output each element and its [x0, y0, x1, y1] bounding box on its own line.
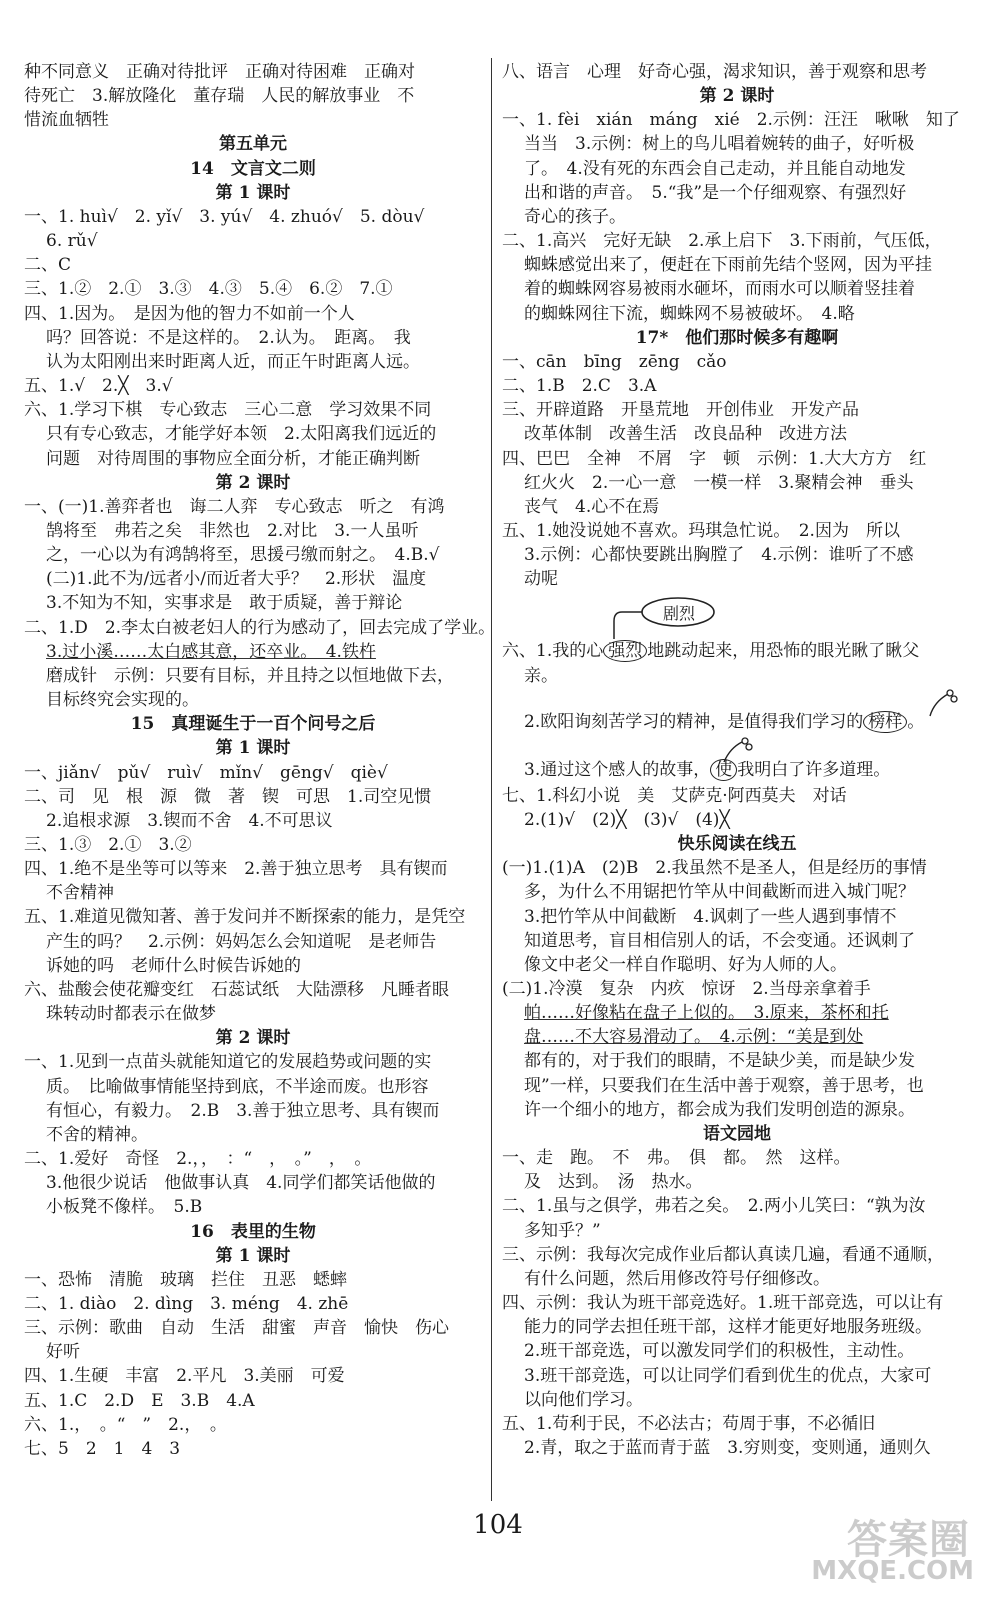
answer-line — [24, 60, 482, 84]
line-text: 丧气 4.心不在焉 — [524, 496, 660, 517]
answer-line — [502, 350, 972, 374]
answer-line — [24, 978, 482, 1002]
answer-line — [24, 1050, 482, 1074]
line-text: 奇心的孩子。 — [524, 206, 626, 227]
answer-line — [24, 930, 482, 954]
left-column — [24, 60, 496, 1461]
answer-line — [24, 543, 482, 567]
circled-word: 强烈 — [603, 640, 647, 662]
line-text: 的蜘蛛网往下流，蜘蛛网不易被破坏。 4.略 — [524, 303, 855, 324]
line-text: 二、司 见 根 源 微 著 锲 可思 1.司空见惯 — [24, 786, 432, 807]
line-text: 出和谐的声音。 5.“我”是一个仔细观察、有强烈好 — [524, 182, 907, 203]
answer-line — [24, 954, 482, 978]
line-text: 蜘蛛感觉出来了，便赶在下雨前先结个竖网，因为平挂 — [524, 255, 932, 276]
line-text: 有恒心，有毅力。 2.B 3.善于独立思考、具有锲而 — [46, 1100, 440, 1121]
answer-line — [502, 543, 972, 567]
answer-line — [502, 132, 972, 156]
answer-line — [502, 1436, 972, 1460]
section-heading — [24, 712, 482, 736]
answer-line — [24, 1147, 482, 1171]
line-text: 能力的同学去担任班干部，这样才能更好地服务班级。 — [524, 1317, 932, 1338]
answer-line — [24, 567, 482, 591]
correction-line — [614, 612, 642, 639]
line-text: 一、cān bīng zēng cǎo — [502, 351, 727, 372]
line-text: 3.不知为不知，实事求是 敢于质疑，善于辩论 — [46, 593, 403, 614]
page-number: 104 — [473, 1510, 523, 1540]
answer-line — [24, 205, 482, 229]
answer-line — [24, 108, 482, 132]
section-heading — [24, 1026, 482, 1050]
line-text: 目标终究会实现的。 — [46, 690, 199, 711]
answer-line — [502, 398, 972, 422]
answer-line: 3.通过这个感人的故事， 使 我明白了许多道理。 — [524, 759, 891, 780]
line-text: 2.追根求源 3.锲而不舍 4.不可思议 — [46, 810, 333, 831]
line-text: 第 2 课时 — [215, 472, 291, 493]
answer-line — [502, 977, 972, 1001]
answer-line — [24, 1413, 482, 1437]
line-text: 知道思考，盲目相信别人的话，不会变通。还讽刺了 — [524, 930, 915, 951]
line-text: 质。 比喻做事情能坚持到底，不半途而废。也形容 — [46, 1076, 429, 1097]
line-text: 五、1.难道见微知著、善于发问并不断探索的能力，是凭空 — [24, 907, 466, 928]
line-text: 第 1 课时 — [215, 738, 291, 759]
line-text: 3.班干部竞选，可以让同学们看到优生的优点，大家可 — [524, 1365, 932, 1386]
answer-line — [24, 495, 482, 519]
right-column-part-a — [502, 60, 972, 591]
line-text: 一、jiǎn√ pǔ√ ruì√ mǐn√ gēng√ qiè√ — [24, 762, 388, 783]
line-text: 四、1.因为。 是因为他的智力不如前一个人 — [24, 303, 355, 324]
line-text: 种不同意义 正确对待批评 正确对待困难 正确对 — [24, 62, 415, 82]
answer-line — [502, 253, 972, 277]
line-text: 六、1.， 。“ ” 2.， 。 — [24, 1414, 227, 1435]
answer-line — [502, 1049, 972, 1073]
line-text: 四、示例：我认为班干部竞选好。1.班干部竞选，可以让有 — [502, 1293, 944, 1314]
line-text: 2.(1)√ (2)╳ (3)√ (4)╳ — [524, 809, 730, 830]
answer-line — [24, 1171, 482, 1195]
answer-line — [502, 1339, 972, 1363]
line-text: 不舍的精神。 — [46, 1124, 148, 1145]
line-text: 二、1.虽与之俱学，弗若之矣。 2.两小儿笑曰：“孰为汝 — [502, 1196, 926, 1217]
line-text: 产生的吗？ 2.示例：妈妈怎么会知道呢 是老师告 — [46, 931, 437, 952]
answer-line — [502, 495, 972, 519]
line-text: 七、5 2 1 4 3 — [24, 1438, 181, 1459]
answer-line — [502, 422, 972, 446]
line-text: 三、1.② 2.① 3.③ 4.③ 5.④ 6.② 7.① — [24, 279, 393, 300]
answer-line: 亲。 — [524, 665, 558, 686]
line-text: 四、1.生硬 丰富 2.平凡 3.美丽 可爱 — [24, 1366, 345, 1387]
watermark-logo — [804, 1508, 982, 1592]
answer-line — [502, 157, 972, 181]
answer-line — [24, 1075, 482, 1099]
answer-line — [24, 229, 482, 253]
line-text: 帕……好像粘在盘子上似的。 3.原来，茶杯和托 — [524, 1003, 889, 1024]
line-text: 第五单元 — [219, 134, 287, 155]
answer-line — [502, 1146, 972, 1170]
line-text: 八、语言 心理 好奇心强，渴求知识，善于观察和思考 — [502, 62, 927, 82]
line-text: 2.班干部竞选，可以激发同学们的积极性，主动性。 — [524, 1341, 915, 1362]
answer-line — [502, 1291, 972, 1315]
answer-line — [24, 519, 482, 543]
line-text: 红火火 2.一心一意 一模一样 3.聚精会神 垂头 — [524, 472, 914, 493]
answer-line — [24, 422, 482, 446]
line-text: 二、1. diào 2. dìng 3. méng 4. zhē — [24, 1293, 349, 1314]
answer-line — [502, 519, 972, 543]
answer-line — [24, 398, 482, 422]
answer-line: 六、1.我的心 强烈 地跳动起来，用恐怖的眼光瞅了瞅父 — [502, 641, 920, 662]
line-text: 七、1.科幻小说 美 艾萨克·阿西莫夫 对话 — [502, 785, 847, 806]
line-text: 3.示例：心都快要跳出胸膛了 4.示例：谁听了不感 — [524, 545, 914, 566]
line-text: 鹄将至 弗若之矣 非然也 2.对比 3.一人虽听 — [46, 520, 419, 541]
line-text: 二、1.高兴 完好无缺 2.承上启下 3.下雨前，气压低， — [502, 231, 942, 252]
line-text: 以向他们学习。 — [524, 1389, 643, 1410]
answer-line — [502, 447, 972, 471]
line-text: 之，一心以为有鸿鹄将至，思援弓缴而射之。 4.B.√ — [46, 545, 440, 566]
right-column-part-b — [502, 784, 972, 1460]
line-text: 都有的，对于我们的眼睛，不是缺少美，而是缺少发 — [524, 1051, 915, 1072]
line-text: 多，为什么不用锯把竹竿从中间截断而进入城门呢？ — [524, 882, 915, 903]
line-text: 不舍精神 — [46, 883, 114, 904]
line-text: 一、(一)1.善弈者也 诲二人弈 专心致志 听之 有鸿 — [24, 496, 445, 517]
answer-line — [24, 664, 482, 688]
answer-line — [24, 350, 482, 374]
section-heading — [502, 832, 972, 856]
section-heading — [502, 84, 972, 108]
line-text: 许一个细小的地方，都会成为我们发明创造的源泉。 — [524, 1099, 915, 1120]
answer-line — [24, 1364, 482, 1388]
answer-line — [502, 567, 972, 591]
line-text: 一、1.见到一点苗头就能知道它的发展趋势或问题的实 — [24, 1052, 432, 1073]
line-text: 快乐阅读在线五 — [677, 834, 797, 855]
section-heading — [24, 157, 482, 181]
answer-line — [24, 374, 482, 398]
answer-line — [24, 1389, 482, 1413]
answer-line — [502, 880, 972, 904]
line-text: 认为太阳刚出来时距离人近，而正午时距离人远。 — [46, 351, 420, 372]
answer-line — [24, 640, 482, 664]
line-text: 四、巴巴 全神 不屑 字 顿 示例：1.大大方方 红 — [502, 448, 927, 469]
line-text: 第 1 课时 — [215, 1245, 291, 1266]
line-text: 3.过小溪……太白感其意，还卒业。 4.铁杵 — [46, 641, 376, 662]
line-text: 六、1.学习下棋 专心致志 三心二意 学习效果不同 — [24, 400, 432, 421]
section-heading — [24, 132, 482, 156]
answer-line — [502, 1315, 972, 1339]
line-text: 小板凳不像样。 5.B — [46, 1197, 203, 1218]
section-heading — [24, 181, 482, 205]
section-heading — [24, 471, 482, 495]
watermark-url: MXQE.COM — [811, 1556, 974, 1586]
line-text: 15 真理诞生于一百个问号之后 — [130, 714, 376, 735]
answer-line — [502, 1025, 972, 1049]
correction-row — [502, 688, 972, 738]
correction-note: 剧烈 — [663, 604, 696, 624]
line-text: 语文园地 — [703, 1123, 771, 1144]
answer-line — [502, 1267, 972, 1291]
line-text: 3.把竹竿从中间截断 4.讽刺了一些人遇到事情不 — [524, 906, 897, 927]
correction-row — [502, 738, 972, 784]
line-text: 五、1.C 2.D E 3.B 4.A — [24, 1390, 255, 1411]
answer-line — [24, 1195, 482, 1219]
line-text: 像文中老父一样自作聪明、好为人师的人。 — [524, 954, 847, 975]
answer-line — [24, 302, 482, 326]
line-text: 一、1. fèi xián máng xié 2.示例：汪汪 啾啾 知了 — [502, 110, 960, 131]
answer-line — [24, 785, 482, 809]
answer-line — [502, 1001, 972, 1025]
answer-line — [24, 1123, 482, 1147]
line-text: 三、1.③ 2.① 3.② — [24, 835, 192, 855]
answer-line — [502, 808, 972, 832]
answer-line — [24, 84, 482, 108]
answer-line — [24, 1099, 482, 1123]
line-text: 了。 4.没有死的东西会自己走动，并且能自动地发 — [524, 158, 906, 179]
line-text: (二)1.冷漠 复杂 内疚 惊讶 2.当母亲拿着手 — [502, 979, 871, 999]
answer-line — [24, 833, 482, 857]
line-text: 五、1.她没说她不喜欢。玛琪急忙说。 2.因为 所以 — [502, 520, 900, 541]
line-text: 六、盐酸会使花瓣变红 石蕊试纸 大陆漂移 凡睡者眼 — [24, 979, 449, 1000]
answer-line — [502, 181, 972, 205]
answer-line — [502, 205, 972, 229]
answer-line — [502, 1388, 972, 1412]
answer-line — [502, 1194, 972, 1218]
answer-line — [24, 857, 482, 881]
section-heading — [502, 1122, 972, 1146]
answer-line — [24, 326, 482, 350]
line-text: 着的蜘蛛网容易被雨水砸坏，而雨水可以顺着竖挂着 — [524, 279, 915, 300]
section-heading — [24, 736, 482, 760]
section-heading — [24, 1244, 482, 1268]
line-text: 二、1.爱好 奇怪 2.，， ：“ ， 。” ， 。 — [24, 1149, 372, 1170]
answer-line — [502, 302, 972, 326]
line-text: 当当 3.示例：树上的鸟儿唱着婉转的曲子，好听极 — [524, 134, 915, 155]
line-text: 第 2 课时 — [699, 86, 775, 107]
line-text: 第 2 课时 — [215, 1028, 291, 1049]
line-text: 多知乎？” — [524, 1220, 601, 1241]
line-text: 动呢 — [524, 569, 558, 590]
line-text: 三、开辟道路 开垦荒地 开创伟业 开发产品 — [502, 400, 859, 421]
answer-line — [502, 1074, 972, 1098]
line-text: 诉她的吗 老师什么时候告诉她的 — [46, 955, 301, 976]
line-text: 16 表里的生物 — [190, 1221, 316, 1242]
answer-line — [24, 905, 482, 929]
answer-line — [502, 229, 972, 253]
line-text: 五、1.√ 2.╳ 3.√ — [24, 376, 173, 397]
answer-line — [502, 905, 972, 929]
line-text: 只有专心致志，才能学好本领 2.太阳离我们远近的 — [46, 424, 437, 445]
answer-line — [502, 277, 972, 301]
right-column — [502, 60, 972, 1460]
line-text: 磨成针 示例：只要有目标，并且持之以恒地做下去， — [46, 665, 454, 686]
answer-line — [24, 1292, 482, 1316]
watermark-text: 答案圈 — [847, 1517, 970, 1563]
line-text: 待死亡 3.解放隆化 董存瑞 人民的解放事业 不 — [24, 86, 415, 107]
answer-line — [502, 60, 972, 84]
answer-line — [24, 809, 482, 833]
line-text: 改革体制 改善生活 改良品种 改进方法 — [524, 424, 847, 445]
line-text: 有什么问题，然后用修改符号仔细修改。 — [524, 1268, 830, 1289]
line-text: 现”一样，只要我们在生活中善于观察，善于思考，也 — [524, 1075, 924, 1096]
answer-line — [24, 616, 496, 640]
line-text: 五、1.苟利于民，不必法古；苟周于事，不必循旧 — [502, 1413, 876, 1434]
answer-line — [502, 108, 972, 132]
line-text: 三、示例：我每次完成作业后都认真读几遍，看通不通顺， — [502, 1244, 944, 1265]
answer-line — [24, 591, 482, 615]
answer-line — [502, 1412, 972, 1436]
answer-line — [24, 1340, 482, 1364]
circled-word: 使 — [710, 759, 737, 781]
answer-line — [502, 953, 972, 977]
answer-line — [24, 761, 482, 785]
correction-note-area — [502, 591, 972, 639]
answer-line — [24, 447, 482, 471]
answer-line — [502, 856, 972, 880]
column-divider — [491, 58, 492, 1501]
line-text: 第 1 课时 — [215, 182, 291, 203]
line-text: (一)1.(1)A (2)B 2.我虽然不是圣人，但是经历的事情 — [502, 858, 927, 879]
answer-line — [502, 1243, 972, 1267]
answer-line — [24, 1002, 482, 1026]
line-text: 及 达到。 汤 热水。 — [524, 1172, 703, 1193]
line-text: 惜流血牺牲 — [24, 110, 109, 131]
section-heading — [24, 1220, 482, 1244]
answer-line — [502, 471, 972, 495]
line-text: 17* 他们那时候多有趣啊 — [635, 327, 839, 348]
line-text: 珠转动时都表示在做梦 — [46, 1004, 216, 1025]
answer-line — [502, 929, 972, 953]
section-heading — [502, 326, 972, 350]
line-text: 一、恐怖 清脆 玻璃 拦住 丑恶 蟋蟀 — [24, 1269, 347, 1290]
answer-line — [24, 881, 482, 905]
line-text: 3.他很少说话 他做事认真 4.同学们都笑话他做的 — [46, 1173, 436, 1194]
line-text: 二、1.B 2.C 3.A — [502, 376, 657, 397]
answer-line — [502, 1219, 972, 1243]
insertion-mark — [920, 688, 980, 718]
answer-line — [502, 1098, 972, 1122]
answer-line — [24, 688, 482, 712]
answer-line — [24, 1268, 482, 1292]
line-text: 好听 — [46, 1342, 80, 1363]
line-text: 问题 对待周围的事物应全面分析，才能正确判断 — [46, 448, 420, 469]
answer-line — [502, 1364, 972, 1388]
line-text: 一、1. huì√ 2. yǐ√ 3. yú√ 4. zhuó√ 5. dòu√ — [24, 206, 425, 227]
line-text: 三、示例：歌曲 自动 生活 甜蜜 声音 愉快 伤心 — [24, 1318, 449, 1339]
answer-line — [24, 1437, 482, 1461]
answer-line — [502, 784, 972, 808]
line-text: 14 文言文二则 — [190, 158, 316, 179]
line-text: 盘……不大容易滑动了。 4.示例：“美是到处 — [524, 1027, 864, 1048]
answer-line — [24, 1316, 482, 1340]
line-text: (二)1.此不为/远者小/而近者大乎？ 2.形状 温度 — [46, 569, 427, 590]
circled-word: 榜样 — [863, 711, 907, 733]
answer-line: 2.欧阳询刻苦学习的精神，是值得我们学习的 榜样 。 — [524, 711, 925, 732]
line-text: 6. rǔ√ — [46, 231, 98, 252]
line-text: 二、C — [24, 255, 72, 276]
line-text: 一、走 跑。 不 弗。 俱 都。 然 这样。 — [502, 1148, 851, 1169]
answer-line — [502, 1170, 972, 1194]
answer-line — [24, 277, 482, 301]
line-text: 2.青，取之于蓝而青于蓝 3.穷则变，变则通，通则久 — [524, 1437, 931, 1458]
line-text: 二、1.D 2.李太白被老妇人的行为感动了，回去完成了学业。 — [24, 617, 496, 638]
answer-line — [502, 374, 972, 398]
line-text: 四、1.绝不是坐等可以等来 2.善于独立思考 具有锲而 — [24, 859, 448, 880]
answer-line — [24, 253, 482, 277]
line-text: 吗？回答说：不是这样的。 2.认为。 距离。 我 — [46, 327, 411, 348]
